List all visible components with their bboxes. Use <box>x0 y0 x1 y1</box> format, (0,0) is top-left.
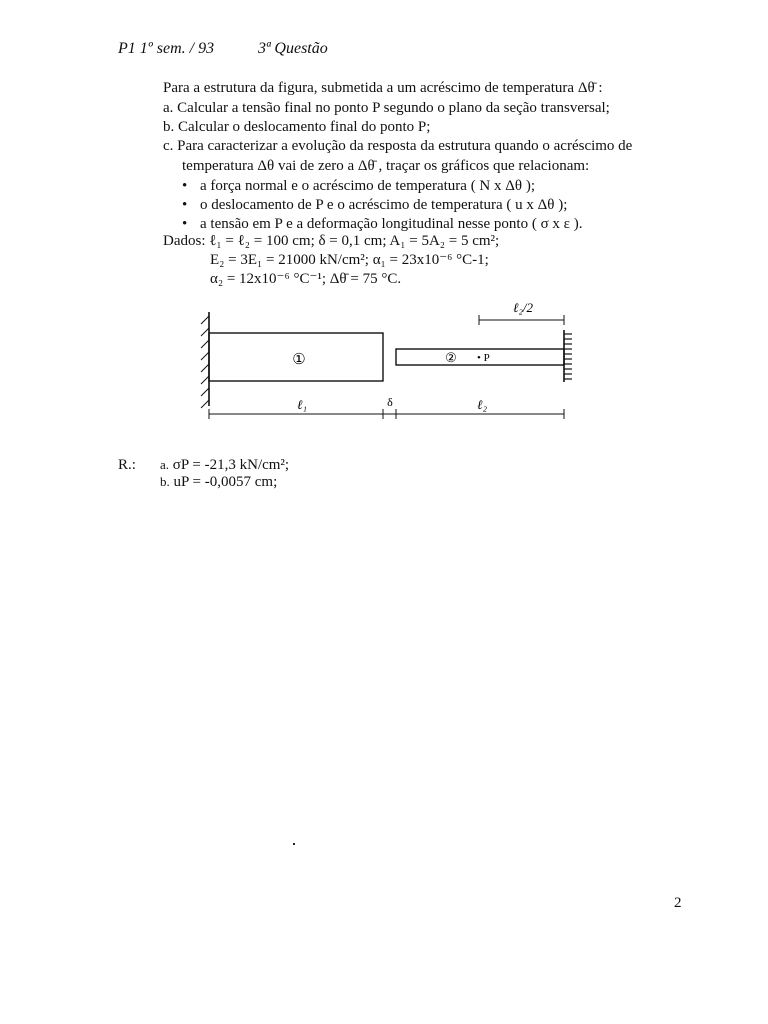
data-line-1: Dados: ℓ₁ = ℓ₂ = 100 cm; δ = 0,1 cm; A₁ = 5A₂ = 5 cm²; <box>163 233 500 249</box>
problem-intro: Para a estrutura da figura, submetida a um acréscimo de temperatura Δθ̄ : <box>163 80 603 96</box>
answer-b-letter: b. <box>160 474 170 489</box>
bullet-text: o deslocamento de P e o acréscimo de temperatura ( u x Δθ ); <box>200 197 568 213</box>
right-wall-support <box>564 330 572 382</box>
answer-b-text: uP = -0,0057 cm; <box>173 474 278 490</box>
item-c-continued: temperatura Δθ vai de zero a Δθ̄ , traçar os gráficos que relacionam: <box>182 158 590 174</box>
bullet-icon: • <box>182 178 188 194</box>
dimension-half-l2 <box>479 315 564 325</box>
data-line-3: α₂ = 12x10⁻⁶ °C⁻¹; Δθ̄ = 75 °C. <box>210 271 402 287</box>
answer-b <box>160 472 277 492</box>
bullet-text: a força normal e o acréscimo de temperatura ( N x Δθ ); <box>200 178 536 194</box>
point-p-label: • P <box>477 352 490 364</box>
item-b: b. Calcular o deslocamento final do ponto P; <box>163 119 431 135</box>
item-a: a. Calcular a tensão final no ponto P segundo o plano da seção transversal; <box>163 100 610 116</box>
bullet-icon: • <box>182 197 188 213</box>
dimension-delta-label: δ <box>387 395 393 409</box>
structure-figure <box>195 298 585 428</box>
answers-label: R.: <box>118 457 136 473</box>
bullet-item <box>182 176 535 196</box>
answer-a-letter: a. <box>160 457 170 472</box>
item-c: c. Para caracterizar a evolução da resposta da estrutura quando o acréscimo de <box>163 138 633 154</box>
dimension-bottom <box>209 409 564 419</box>
bullet-text: a tensão em P e a deformação longitudinal nesse ponto ( σ x ε ). <box>200 216 583 232</box>
dimension-l1-label: ℓ₁ <box>297 397 307 412</box>
bar-1-label: ① <box>292 352 306 368</box>
left-wall-support <box>201 312 209 408</box>
dimension-half-l2-label: ℓ₂/2 <box>512 300 534 315</box>
question-header: 3ª Questão <box>258 40 328 57</box>
stray-mark <box>293 843 295 845</box>
page-number: 2 <box>674 895 682 911</box>
bullet-icon: • <box>182 216 188 232</box>
data-line-2: E₂ = 3E₁ = 21000 kN/cm²; α₁ = 23x10⁻⁶ °C-1; <box>210 252 489 268</box>
bullet-item <box>182 195 567 215</box>
course-header: P1 1º sem. / 93 <box>118 40 215 57</box>
dimension-l2-label: ℓ₂ <box>477 397 487 412</box>
bar-2-label: ② <box>445 350 457 365</box>
answer-a-text: σP = -21,3 kN/cm²; <box>172 457 290 473</box>
